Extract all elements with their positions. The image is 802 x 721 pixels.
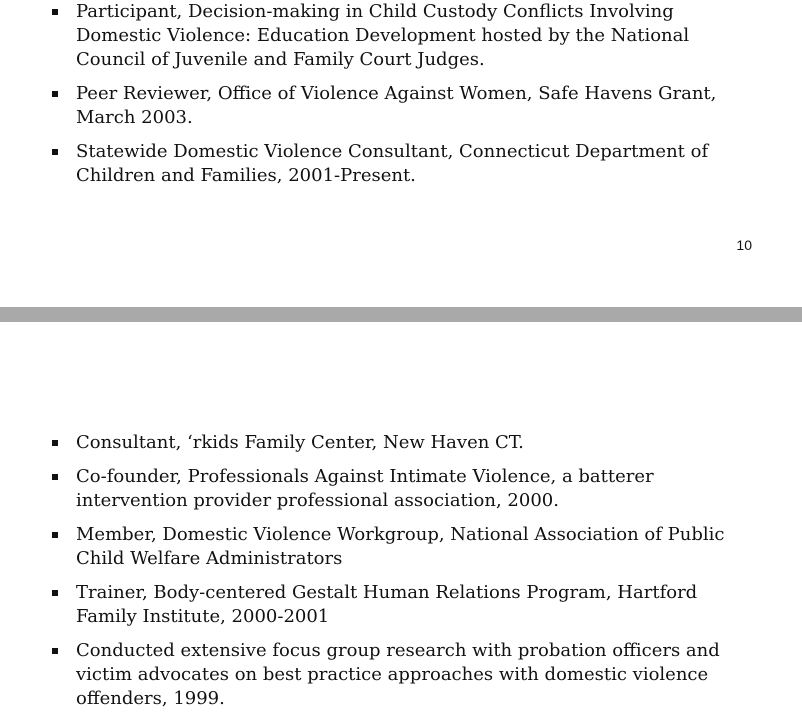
list-item <box>0 0 802 72</box>
list-item-text: Peer Reviewer, Office of Violence Against Women, Safe Havens Grant, March 2003. <box>76 83 717 128</box>
square-bullet-icon <box>52 532 58 538</box>
list-item <box>0 465 802 513</box>
list-item <box>0 639 802 711</box>
page-number: 10 <box>736 237 752 253</box>
square-bullet-icon <box>52 440 58 446</box>
bullet-list-bottom <box>0 431 802 721</box>
list-item <box>0 140 802 188</box>
document-page-bottom <box>0 322 802 712</box>
list-item-text: Member, Domestic Violence Workgroup, National Association of Public Child Welfare Administrators <box>76 524 725 569</box>
page-separator <box>0 307 802 322</box>
list-item <box>0 523 802 571</box>
bullet-list-top <box>0 0 802 198</box>
list-item <box>0 581 802 629</box>
list-item-text: Conducted extensive focus group research with probation officers and victim advocates on best practice approaches with domestic violence offenders, 1999. <box>76 640 720 709</box>
document-page-top <box>0 0 802 307</box>
list-item-text: Participant, Decision-making in Child Custody Conflicts Involving Domestic Violence: Education Development hosted by the National Council of Juvenile and Family Court Judges. <box>76 1 690 70</box>
list-item <box>0 431 802 455</box>
square-bullet-icon <box>52 149 58 155</box>
square-bullet-icon <box>52 9 58 15</box>
square-bullet-icon <box>52 474 58 480</box>
list-item <box>0 82 802 130</box>
list-item-text: Co-founder, Professionals Against Intimate Violence, a batterer intervention provider professional association, 2000. <box>76 466 654 511</box>
list-item-text: Trainer, Body-centered Gestalt Human Relations Program, Hartford Family Institute, 2000-2001 <box>76 582 698 627</box>
square-bullet-icon <box>52 590 58 596</box>
square-bullet-icon <box>52 648 58 654</box>
square-bullet-icon <box>52 91 58 97</box>
list-item-text: Consultant, ‘rkids Family Center, New Haven CT. <box>76 432 524 453</box>
list-item-text: Statewide Domestic Violence Consultant, Connecticut Department of Children and Families, 2001-Present. <box>76 141 709 186</box>
